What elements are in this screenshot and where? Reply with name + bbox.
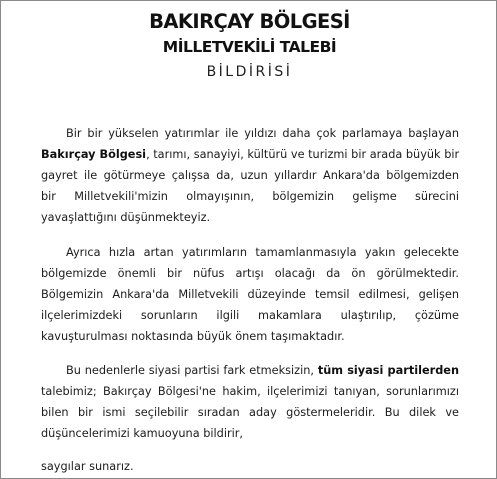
paragraph-1-line-3: gayret ile götürmeye çalışsa da, uzun yıllardır Ankara'da bölgemizden [41, 169, 459, 182]
paragraph-1-line-2-rest: , tarımı, sanayiyi, kültürü ve turizmi bir arada büyük bir [146, 148, 460, 161]
closing-line: saygılar sunarız. [41, 460, 134, 473]
paragraph-3-line-3: bilen bir ismi seçilebilir sıradan aday göstermeleridir. Bu dilek ve [41, 406, 459, 419]
all-parties-bold: tüm siyasi partilerden [317, 364, 459, 377]
paragraph-2-line-5: kavuşturulması noktasında büyük önem taşımaktadır. [41, 330, 345, 343]
region-name-bold: Bakırçay Bölgesi [41, 148, 147, 161]
paragraph-1-line-4: bir Milletvekili'mizin olmayışının, bölgemizin gelişme sürecini [41, 190, 459, 203]
paragraph-1-line-2 [41, 146, 459, 163]
paragraph-3-line-1 [41, 362, 459, 379]
paragraph-1-line-1: Bir bir yükselen yatırımlar ile yıldızı daha çok parlamaya başlayan [66, 127, 459, 140]
paragraph-1-line-5: yavaşlattığını düşünmekteyiz. [41, 211, 211, 224]
paragraph-3-line-1-start: Bu nedenlerle siyasi partisi fark etmeksizin, [66, 364, 318, 377]
paragraph-2-line-2: bölgemizde önemli bir nüfus artışı olacağı da ön görülmektedir. [41, 267, 459, 280]
document-title-request: MİLLETVEKİLİ TALEBİ [162, 38, 337, 56]
paragraph-2-line-4: ilçelerimizdeki sorunların ilgili makamlara ulaştırılıp, çözüme [41, 309, 459, 322]
document-title-declaration: BİLDİRİSİ [206, 64, 293, 80]
paragraph-2-line-3: Bölgemizin Ankara'da Milletvekili düzeyinde temsil edilmesi, gelişen [41, 288, 459, 301]
paragraph-3-line-4: düşüncelerimizi kamuoyuna bildirir, [41, 427, 244, 440]
document-title-region: BAKIRÇAY BÖLGESİ [149, 10, 350, 33]
paragraph-2-line-1: Ayrıca hızla artan yatırımların tamamlanmasıyla yakın gelecekte [66, 246, 459, 259]
paragraph-3-line-2: talebimiz; Bakırçay Bölgesi'ne hakim, ilçelerimizi tanıyan, sorunlarımızı [41, 385, 459, 398]
